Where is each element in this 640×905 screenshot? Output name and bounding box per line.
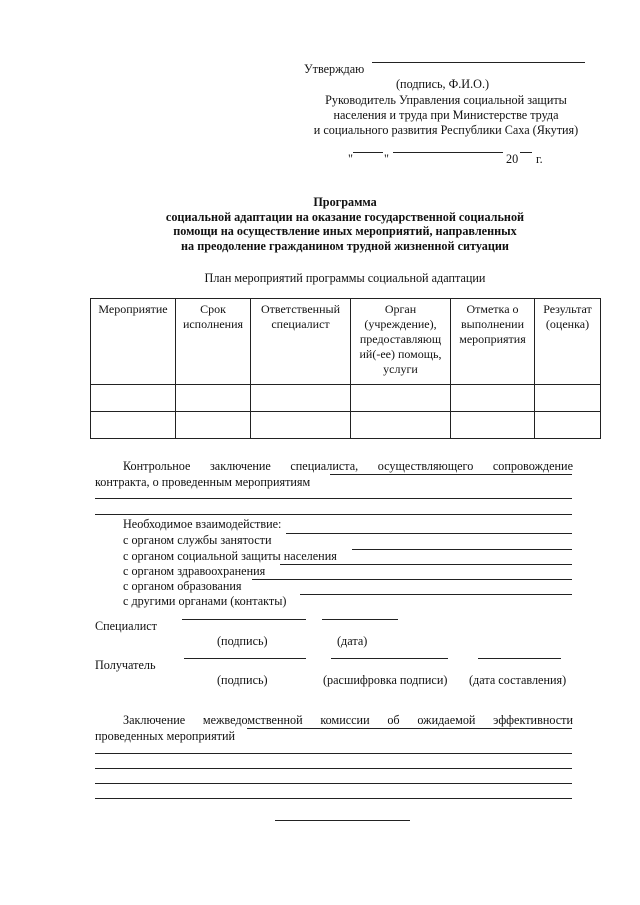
commission-conclusion-line[interactable] (247, 728, 572, 729)
commission-conclusion-line[interactable] (95, 798, 572, 799)
table-cell[interactable] (451, 385, 535, 412)
recipient-date-caption: (дата составления) (469, 673, 567, 687)
table-cell[interactable] (91, 412, 176, 439)
recipient-label: Получатель (95, 658, 156, 672)
approver-position-line1: Руководитель Управления социальной защиты (325, 93, 567, 107)
interaction-heading: Необходимое взаимодействие: (123, 517, 282, 531)
date-quote-close: " (384, 152, 389, 166)
table-cell[interactable] (351, 412, 451, 439)
date-day-line (353, 152, 383, 153)
interaction-line-other[interactable] (300, 594, 572, 595)
column-header: Отметка о выполнении мероприятия (451, 299, 535, 385)
commission-conclusion-text: Заключение межведомственной комиссии об ожидаемой эффективности (123, 713, 573, 727)
column-header: Ответственный специалист (251, 299, 351, 385)
table-cell[interactable] (451, 412, 535, 439)
interaction-line-health[interactable] (280, 564, 572, 565)
date-quote-open: " (348, 152, 353, 166)
recipient-decode-caption: (расшифровка подписи) (323, 673, 448, 687)
commission-conclusion-line[interactable] (95, 783, 572, 784)
column-header: Результат (оценка) (535, 299, 601, 385)
recipient-decode-line[interactable] (331, 658, 448, 659)
date-year-line (520, 152, 532, 153)
specialist-date-caption: (дата) (337, 634, 368, 648)
approver-position-line2: населения и труда при Министерстве труда (333, 108, 559, 122)
program-title-line3: помощи на осуществление иных мероприятий, направленных (173, 224, 517, 238)
program-title-line2: социальной адаптации на оказание государственной социальной (165, 209, 525, 224)
approve-sign-caption: (подпись, Ф.И.О.) (396, 77, 490, 91)
interaction-line-employment[interactable] (286, 533, 572, 534)
control-conclusion-text-cont: контракта, о проведенным мероприятиям (95, 475, 311, 489)
control-conclusion-text: Контрольное заключение специалиста, осуществляющего сопровождение (123, 459, 573, 473)
commission-conclusion-line[interactable] (95, 753, 572, 754)
program-title-line4: на преодоление гражданином трудной жизненной ситуации (181, 238, 509, 253)
commission-conclusion-text-cont: проведенных мероприятий (95, 729, 236, 743)
table-cell[interactable] (176, 385, 251, 412)
table-cell[interactable] (91, 385, 176, 412)
approver-position-line3: и социального развития Республики Саха (Якутия) (313, 123, 579, 137)
table-row (91, 412, 601, 439)
specialist-label: Специалист (95, 619, 157, 633)
table-header-row (91, 299, 601, 385)
table-cell[interactable] (251, 385, 351, 412)
recipient-sign-caption: (подпись) (217, 673, 268, 687)
interaction-item-social: с органом социальной защиты населения (123, 549, 337, 563)
table-cell[interactable] (535, 412, 601, 439)
approve-signature-line (372, 62, 585, 63)
commission-conclusion-line[interactable] (95, 768, 572, 769)
plan-table (90, 298, 601, 439)
specialist-sign-caption: (подпись) (217, 634, 268, 648)
date-year-suffix: г. (536, 152, 543, 166)
control-conclusion-line[interactable] (95, 498, 572, 499)
control-conclusion-line[interactable] (95, 514, 572, 515)
interaction-item-other: с другими органами (контакты) (123, 594, 287, 608)
recipient-date-line[interactable] (478, 658, 561, 659)
table-cell[interactable] (535, 385, 601, 412)
column-header: Мероприятие (91, 299, 176, 385)
recipient-signature-line[interactable] (184, 658, 306, 659)
program-title (110, 195, 580, 253)
interaction-line-education[interactable] (252, 579, 572, 580)
approve-label: Утверждаю (304, 62, 365, 76)
column-header: Орган (учреждение), предоставляющ ий(-ее) помощь, услуги (351, 299, 451, 385)
table-cell[interactable] (176, 412, 251, 439)
interaction-item-health: с органом здравоохранения (123, 564, 266, 578)
final-signature-line[interactable] (275, 820, 410, 821)
specialist-date-line[interactable] (322, 619, 398, 620)
specialist-signature-line[interactable] (182, 619, 306, 620)
date-month-line (393, 152, 503, 153)
column-header: Срок исполнения (176, 299, 251, 385)
date-year-prefix: 20 (506, 152, 519, 166)
table-cell[interactable] (251, 412, 351, 439)
interaction-line-social[interactable] (352, 549, 572, 550)
table-cell[interactable] (351, 385, 451, 412)
interaction-item-education: с органом образования (123, 579, 242, 593)
table-row (91, 385, 601, 412)
control-conclusion-line[interactable] (330, 474, 572, 475)
program-title-line1: Программа (313, 195, 377, 209)
interaction-item-employment: с органом службы занятости (123, 533, 272, 547)
plan-heading: План мероприятий программы социальной адаптации (204, 271, 486, 285)
